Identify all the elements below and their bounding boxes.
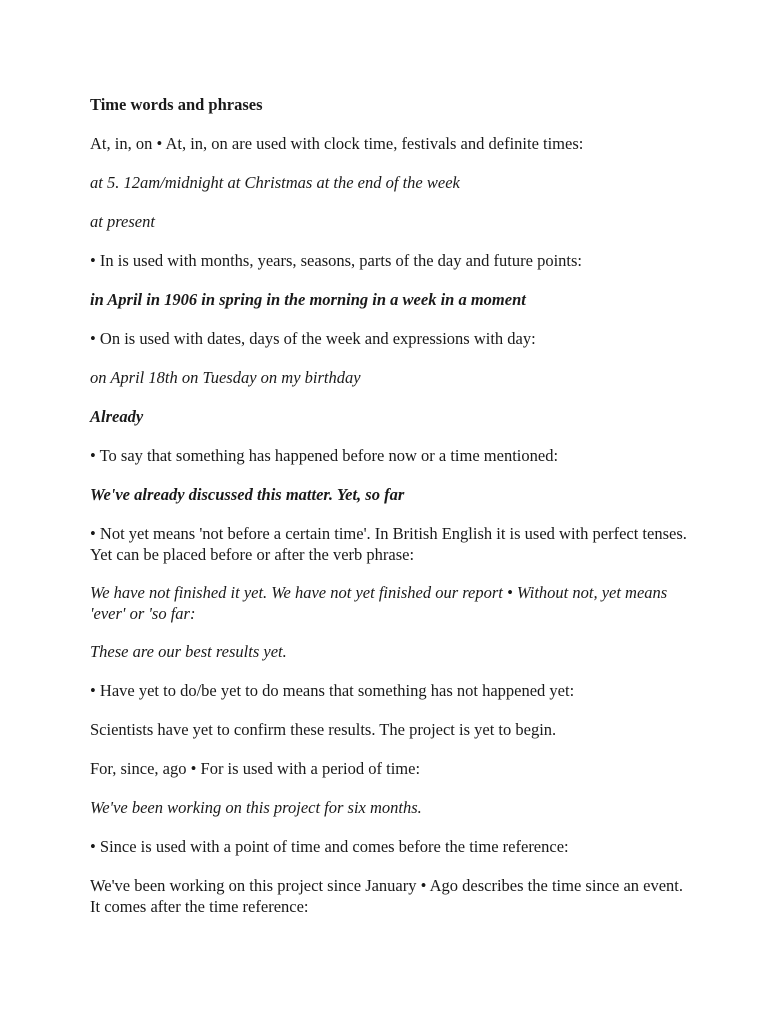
paragraph: Scientists have yet to confirm these results. The project is yet to begin.: [90, 720, 557, 739]
example-text: We have not finished it yet. We have not yet finished our report • Without not, yet means 'ever' or 'so far:: [90, 583, 668, 623]
paragraph: • To say that something has happened before now or a time mentioned:: [90, 446, 559, 465]
paragraph: At, in, on • At, in, on are used with clock time, festivals and definite times:: [90, 134, 584, 153]
example-text: at 5. 12am/midnight at Christmas at the end of the week: [90, 173, 460, 192]
paragraph: For, since, ago • For is used with a period of time:: [90, 759, 421, 778]
example-text: on April 18th on Tuesday on my birthday: [90, 368, 361, 387]
section-heading: Already: [90, 407, 144, 426]
paragraph: • Since is used with a point of time and comes before the time reference:: [90, 837, 569, 856]
example-text: at present: [90, 212, 155, 231]
example-text: We've already discussed this matter. Yet, so far: [90, 485, 405, 504]
paragraph: • In is used with months, years, seasons, parts of the day and future points:: [90, 251, 582, 270]
example-text: We've been working on this project for six months.: [90, 798, 422, 817]
example-text: These are our best results yet.: [90, 642, 287, 661]
paragraph: We've been working on this project since January • Ago describes the time since an event. It comes after the time reference:: [90, 876, 683, 916]
paragraph: • On is used with dates, days of the week and expressions with day:: [90, 329, 536, 348]
paragraph: • Have yet to do/be yet to do means that something has not happened yet:: [90, 681, 575, 700]
paragraph: • Not yet means 'not before a certain time'. In British English it is used with perfect tenses. Yet can be placed before or after the verb phrase:: [90, 524, 687, 564]
example-text: in April in 1906 in spring in the morning in a week in a moment: [90, 290, 526, 309]
document-title: Time words and phrases: [90, 95, 263, 114]
